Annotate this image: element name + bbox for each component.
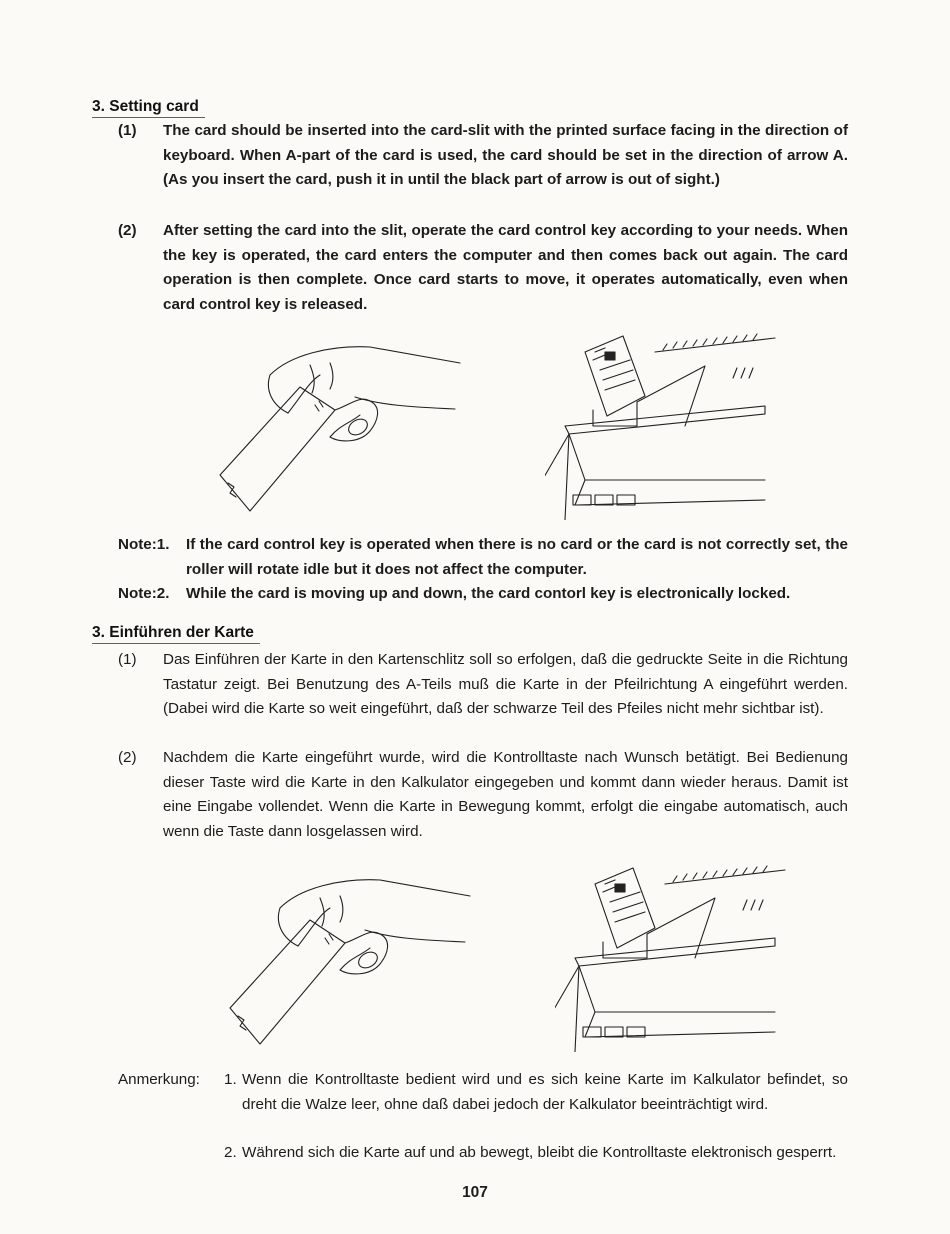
item-text: Nachdem die Karte eingeführt wurde, wird die Kontrolltaste nach Wunsch betätigt. Bei Bedienung dieser Taste wird die Karte in den Kalkulator eingegeben und kommt dann wieder heraus. Damit ist eine Eingabe vollendet. Wenn die Karte in Bewegung kommt, erfolgt die eingabe automatisch, auch wenn die Taste dann losgelassen wird. <box>163 749 848 840</box>
item-text: The card should be inserted into the card-slit with the printed surface facing in the direction of keyboard. When A-part of the card is used, the card should be set in the direction of arrow A. (As you insert the card, push it in until the black part of arrow is out of sight.) <box>163 122 848 188</box>
english-note-2 <box>118 582 848 608</box>
english-note-1 <box>118 533 848 583</box>
card-in-slot-illustration-2 <box>555 862 795 1052</box>
section-heading-english: 3. Setting card <box>92 98 205 118</box>
note-text: While the card is moving up and down, the card contorl key is electronically locked. <box>186 585 791 602</box>
hand-holding-card-illustration <box>210 335 470 525</box>
page-number: 107 <box>462 1184 488 1201</box>
anmerkung-item-1 <box>224 1068 848 1142</box>
item-text: Das Einführen der Karte in den Kartenschlitz soll so erfolgen, daß die gedruckte Seite in die Richtung Tastatur zeigt. Bei Benutzung des A-Teils muß die Karte in der Pfeilrichtung A eingeführt werden. (Dabei wird die Karte so weit eingeführt, daß der schwarze Teil des Pfeiles nicht mehr sichtbar ist). <box>163 651 848 717</box>
anmerkung-label: Anmerkung: <box>118 1071 200 1088</box>
english-item-2 <box>118 219 848 319</box>
item-number: (1) <box>118 651 137 668</box>
note-label: Note:2. <box>118 585 170 602</box>
anmerkung-item-text: Wenn die Kontrolltaste bedient wird und es sich keine Karte im Kalkulator befindet, so dreht die Walze leer, ohne daß dabei jedoch der Kalkulator beeinträchtigt wird. <box>242 1071 848 1113</box>
item-text: After setting the card into the slit, operate the card control key according to your needs. When the key is operated, the card enters the computer and then comes back out again. The card operation is then complete. Once card starts to move, it operates automatically, even when card control key is released. <box>163 222 848 313</box>
note-label: Note:1. <box>118 536 170 553</box>
german-anmerkung <box>118 1068 848 1183</box>
card-in-slot-illustration <box>545 330 785 520</box>
section-heading-german: 3. Einführen der Karte <box>92 624 260 644</box>
note-text: If the card control key is operated when there is no card or the card is not correctly set, the roller will rotate idle but it does not affect the computer. <box>186 536 848 578</box>
anmerkung-item-number: 2. <box>224 1144 237 1161</box>
item-number: (2) <box>118 749 137 766</box>
german-item-1 <box>118 648 848 748</box>
english-item-1 <box>118 119 848 219</box>
hand-holding-card-illustration-2 <box>220 868 480 1058</box>
item-number: (1) <box>118 122 137 139</box>
item-number: (2) <box>118 222 137 239</box>
anmerkung-item-text: Während sich die Karte auf und ab bewegt, bleibt die Kontrolltaste elektronisch gesperrt. <box>242 1144 837 1161</box>
anmerkung-item-number: 1. <box>224 1071 237 1088</box>
german-item-2 <box>118 746 848 846</box>
